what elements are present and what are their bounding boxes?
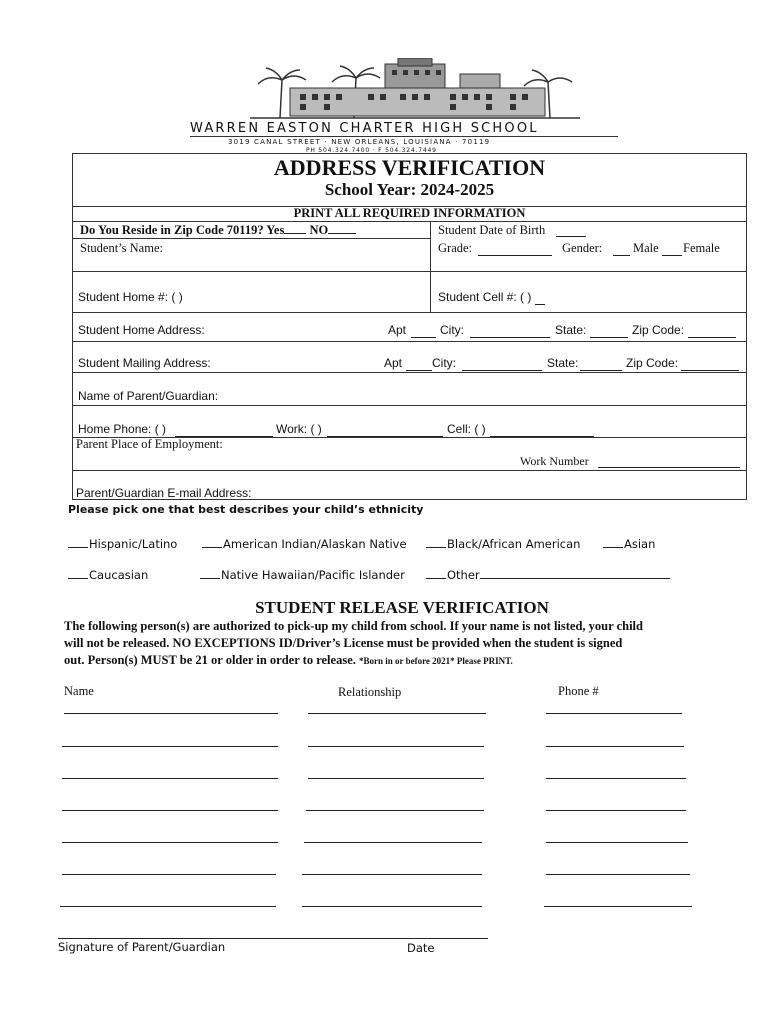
female-label: Female [683, 241, 720, 255]
release-title: STUDENT RELEASE VERIFICATION [255, 598, 549, 617]
form-divider-top [430, 221, 431, 271]
male-label: Male [633, 241, 659, 255]
student-home-num-label: Student Home #: ( ) [78, 290, 183, 304]
release-phone-input-5[interactable] [546, 842, 688, 843]
release-name-input-3[interactable] [62, 778, 278, 779]
cell-phone-label: Cell: ( ) [447, 422, 486, 436]
release-name-input-6[interactable] [62, 874, 276, 875]
ethnicity-blank [200, 578, 220, 579]
release-relationship-input-6[interactable] [302, 874, 482, 875]
ethnicity-prompt: Please pick one that best describes your child’s ethnicity [68, 503, 424, 516]
release-name-input-7[interactable] [60, 906, 276, 907]
col-name-header: Name [64, 684, 94, 698]
release-phone-input-4[interactable] [546, 810, 686, 811]
mailing-state-input[interactable] [580, 370, 622, 371]
no-label: NO [309, 223, 329, 237]
work-phone-label: Work: ( ) [276, 422, 322, 436]
release-relationship-input-4[interactable] [306, 810, 484, 811]
student-dob-input[interactable] [556, 236, 586, 237]
release-relationship-input-3[interactable] [308, 778, 484, 779]
col-relationship-header: Relationship [338, 685, 402, 699]
release-phone-input-3[interactable] [546, 778, 686, 779]
reside-zip-label: Do You Reside in Zip Code 70119? [80, 223, 264, 237]
grade-label: Grade: [438, 241, 473, 255]
female-blank[interactable] [662, 255, 682, 256]
home-city-label: City: [440, 323, 464, 337]
release-born-note: *Born in or before 2021* Please PRINT. [359, 656, 513, 666]
home-phone-label: Home Phone: ( ) [78, 422, 167, 436]
form-rule-2 [72, 221, 747, 222]
release-age-requirement: out. Person(s) MUST be 21 or older in order to release. [64, 653, 356, 667]
ethnicity-blank [603, 547, 623, 548]
home-apt-label: Apt [388, 323, 407, 337]
school-building-logo [250, 58, 580, 120]
form-rule-zip [72, 238, 430, 239]
ethnicity-option-native-hawaiian[interactable]: Native Hawaiian/Pacific Islander [200, 568, 405, 582]
student-dob-label: Student Date of Birth [438, 223, 546, 237]
mailing-zip-label: Zip Code: [626, 356, 679, 370]
mailing-zip-input[interactable] [681, 370, 739, 371]
form-rule-5 [72, 341, 747, 342]
release-name-input-2[interactable] [62, 746, 278, 747]
signature-label: Signature of Parent/Guardian [58, 940, 226, 954]
mailing-apt-label: Apt [384, 356, 403, 370]
date-label: Date [407, 941, 435, 955]
home-city-input[interactable] [470, 337, 550, 338]
male-blank[interactable] [613, 255, 630, 256]
release-name-input-4[interactable] [62, 810, 278, 811]
parent-name-label: Name of Parent/Guardian: [78, 389, 219, 403]
school-address: 3019 CANAL STREET · NEW ORLEANS, LOUISIANA · 70119 [228, 138, 491, 146]
release-relationship-input-1[interactable] [308, 713, 486, 714]
form-divider-phone [430, 271, 431, 312]
no-blank[interactable] [328, 233, 356, 234]
ethnicity-blank [426, 547, 446, 548]
student-home-address-label: Student Home Address: [78, 323, 205, 337]
mailing-apt-input[interactable] [406, 370, 432, 371]
release-phone-input-6[interactable] [546, 874, 690, 875]
ethnicity-option-black[interactable]: Black/African American [426, 537, 580, 551]
print-all-instruction: PRINT ALL REQUIRED INFORMATION [293, 206, 526, 220]
ethnicity-option-american-indian[interactable]: American Indian/Alaskan Native [202, 537, 407, 551]
form-title: ADDRESS VERIFICATION [273, 155, 546, 180]
signature-input[interactable] [58, 938, 488, 939]
header-rule [190, 136, 618, 137]
mailing-city-label: City: [432, 356, 456, 370]
student-cell-input[interactable] [535, 304, 545, 305]
grade-input[interactable] [478, 255, 552, 256]
ethnicity-option-asian[interactable]: Asian [603, 537, 655, 551]
release-paragraph-3 [64, 653, 513, 668]
school-name: WARREN EASTON CHARTER HIGH SCHOOL [190, 121, 539, 136]
release-name-input-1[interactable] [64, 713, 278, 714]
mailing-state-label: State: [547, 356, 579, 370]
form-rule-3 [72, 271, 747, 272]
parent-employment-label: Parent Place of Employment: [76, 437, 223, 451]
ethnicity-blank [426, 578, 446, 579]
home-state-input[interactable] [590, 337, 628, 338]
home-state-label: State: [555, 323, 587, 337]
ethnicity-blank [68, 578, 88, 579]
ethnicity-blank [68, 547, 88, 548]
student-name-label: Student’s Name: [80, 241, 163, 255]
col-phone-header: Phone # [558, 684, 599, 698]
gender-label: Gender: [562, 241, 603, 255]
release-paragraph-2: will not be released. NO EXCEPTIONS ID/Driver’s License must be provided when the student is signed [64, 636, 623, 650]
release-relationship-input-2[interactable] [308, 746, 484, 747]
form-rule-7 [72, 405, 747, 406]
release-relationship-input-5[interactable] [304, 842, 482, 843]
home-zip-input[interactable] [688, 337, 736, 338]
parent-email-label: Parent/Guardian E-mail Address: [76, 486, 252, 500]
form-rule-6 [72, 372, 747, 373]
student-cell-num-label: Student Cell #: ( ) [438, 290, 532, 304]
ethnicity-option-hispanic[interactable]: Hispanic/Latino [68, 537, 177, 551]
other-specify-input[interactable] [480, 578, 670, 579]
release-name-input-5[interactable] [62, 842, 278, 843]
school-year: School Year: 2024-2025 [324, 180, 495, 199]
yes-label: Yes [266, 223, 285, 237]
mailing-city-input[interactable] [462, 370, 542, 371]
release-relationship-input-7[interactable] [302, 906, 482, 907]
release-phone-input-2[interactable] [546, 746, 684, 747]
work-number-input[interactable] [598, 467, 740, 468]
school-phone: PH 504.324.7400 · F 504.324.7449 [306, 147, 437, 154]
release-phone-input-7[interactable] [544, 906, 692, 907]
release-paragraph-1: The following person(s) are authorized to pick-up my child from school. If your name is not listed, your child [64, 619, 643, 633]
home-apt-input[interactable] [411, 337, 436, 338]
yes-blank[interactable] [284, 233, 306, 234]
form-rule-4 [72, 312, 747, 313]
home-zip-label: Zip Code: [632, 323, 685, 337]
release-phone-input-1[interactable] [546, 713, 682, 714]
student-mailing-address-label: Student Mailing Address: [78, 356, 211, 370]
ethnicity-blank [202, 547, 222, 548]
work-number-label: Work Number [520, 454, 589, 468]
form-rule-9 [72, 470, 747, 471]
reside-zip-question [80, 223, 356, 238]
ethnicity-option-other[interactable]: Other [426, 568, 670, 582]
ethnicity-option-caucasian[interactable]: Caucasian [68, 568, 148, 582]
